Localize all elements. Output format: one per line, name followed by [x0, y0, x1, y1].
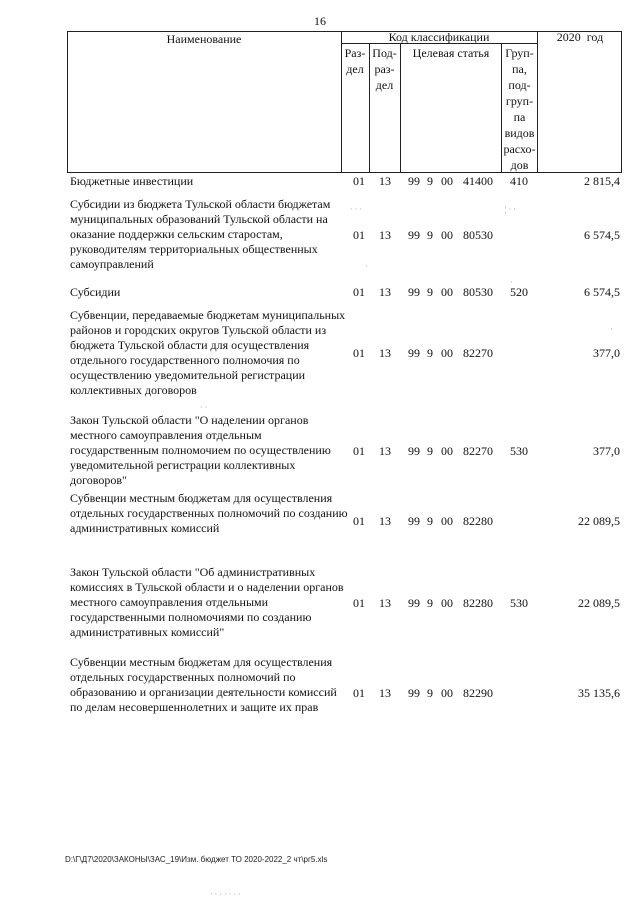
row-target-3: 00 — [441, 596, 453, 610]
table-row — [67, 413, 622, 491]
row-target-4: 80530 — [463, 285, 493, 299]
row-group: 520 — [510, 285, 528, 299]
row-group: 530 — [510, 596, 528, 610]
row-razdel: 01 — [353, 686, 365, 700]
row-target-1: 99 — [408, 514, 420, 528]
scan-speck: · — [365, 262, 368, 271]
scan-speck: · — [510, 278, 513, 287]
row-target-1: 99 — [408, 596, 420, 610]
row-target-4: 82280 — [463, 514, 493, 528]
row-razdel: 01 — [353, 346, 365, 360]
scan-speck: ¦ · · — [505, 205, 516, 214]
row-target-2: 9 — [427, 174, 433, 188]
table-row — [67, 174, 622, 190]
row-razdel: 01 — [353, 444, 365, 458]
row-name: Субвенции местным бюджетам для осуществления отдельных государственных полномочий по созданию административных комиссий — [70, 491, 348, 535]
scan-speck: · · · — [350, 205, 362, 214]
page-number: 16 — [314, 14, 326, 28]
scan-speck: · · · · · · · — [210, 890, 241, 899]
scan-speck: · — [610, 325, 613, 334]
header-target: Целевая статья — [412, 46, 490, 60]
row-target-4: 82290 — [463, 686, 493, 700]
row-amount: 377,0 — [593, 346, 620, 360]
row-amount: 22 089,5 — [578, 596, 620, 610]
row-target-2: 9 — [427, 285, 433, 299]
row-name: Закон Тульской области "Об административных комиссиях в Тульской области и о наделении органов местного самоуправления отдельными государственными полномочиями по созданию административных комиссий" — [70, 565, 344, 639]
row-name: Субсидии из бюджета Тульской области бюджетам муниципальных образований Тульской области на оказание поддержки сельским старостам, руководителям территориальных общественных самоуправлений — [70, 197, 331, 271]
row-group: 410 — [510, 174, 528, 188]
row-target-3: 00 — [441, 174, 453, 188]
row-podrazdel: 13 — [379, 285, 391, 299]
row-target-1: 99 — [408, 174, 420, 188]
row-razdel: 01 — [353, 228, 365, 242]
row-target-4: 80530 — [463, 228, 493, 242]
row-amount: 35 135,6 — [578, 686, 620, 700]
row-target-3: 00 — [441, 285, 453, 299]
header-year: 2020 год — [556, 30, 604, 44]
row-target-3: 00 — [441, 514, 453, 528]
header-podrazdel: Под- раз- дел — [372, 46, 397, 92]
row-amount: 377,0 — [593, 444, 620, 458]
header-razdel: Раз- дел — [344, 46, 366, 76]
row-target-3: 00 — [441, 228, 453, 242]
scan-speck: · · — [200, 403, 208, 412]
row-amount: 2 815,4 — [584, 174, 620, 188]
row-target-1: 99 — [408, 686, 420, 700]
table-row — [67, 491, 622, 553]
row-group: 530 — [510, 444, 528, 458]
header-code: Код классификации — [388, 30, 490, 44]
row-target-4: 82270 — [463, 346, 493, 360]
row-amount: 6 574,5 — [584, 285, 620, 299]
row-target-3: 00 — [441, 444, 453, 458]
row-target-1: 99 — [408, 228, 420, 242]
table-row — [67, 285, 622, 301]
row-target-4: 82280 — [463, 596, 493, 610]
row-podrazdel: 13 — [379, 444, 391, 458]
row-name: Бюджетные инвестиции — [70, 174, 194, 188]
row-name: Закон Тульской области "О наделении органов местного самоуправления отдельным государственным полномочием по осуществлению уведомительной регистрации коллективных договоров" — [70, 413, 331, 487]
row-razdel: 01 — [353, 174, 365, 188]
row-target-1: 99 — [408, 444, 420, 458]
row-target-2: 9 — [427, 596, 433, 610]
row-podrazdel: 13 — [379, 514, 391, 528]
row-amount: 22 089,5 — [578, 514, 620, 528]
table-row — [67, 197, 622, 275]
table-header — [67, 31, 622, 173]
row-target-2: 9 — [427, 346, 433, 360]
row-razdel: 01 — [353, 514, 365, 528]
row-target-2: 9 — [427, 514, 433, 528]
row-target-1: 99 — [408, 285, 420, 299]
row-podrazdel: 13 — [379, 596, 391, 610]
file-path-footer: D:\Г\Д7\2020\ЗАКОНЫ\ЗАС_19\Изм. бюджет ТО 2020-2022_2 чт\рг5.xls — [65, 855, 328, 864]
row-target-2: 9 — [427, 686, 433, 700]
row-target-2: 9 — [427, 444, 433, 458]
row-razdel: 01 — [353, 285, 365, 299]
row-target-3: 00 — [441, 686, 453, 700]
row-podrazdel: 13 — [379, 228, 391, 242]
row-podrazdel: 13 — [379, 346, 391, 360]
row-name: Субсидии — [70, 285, 121, 299]
row-target-4: 82270 — [463, 444, 493, 458]
table-row — [67, 655, 622, 733]
row-razdel: 01 — [353, 596, 365, 610]
row-podrazdel: 13 — [379, 686, 391, 700]
row-target-3: 00 — [441, 346, 453, 360]
row-podrazdel: 13 — [379, 174, 391, 188]
header-name: Наименование — [166, 32, 242, 46]
row-target-4: 41400 — [463, 174, 493, 188]
row-target-2: 9 — [427, 228, 433, 242]
row-target-1: 99 — [408, 346, 420, 360]
row-name: Субвенции, передаваемые бюджетам муниципальных районов и городских округов Тульской области из бюджета Тульской области для осуществления отдельного государственного полномочия по осуществлению уведомительной регистрации коллективных договоров — [70, 308, 346, 397]
row-amount: 6 574,5 — [584, 228, 620, 242]
header-group: Груп- па, под- груп- па видов расхо- дов — [503, 46, 536, 172]
table-row — [67, 308, 622, 400]
row-name: Субвенции местным бюджетам для осуществления отдельных государственных полномочий по образованию и организации деятельности комиссий по делам несовершеннолетних и защите их прав — [70, 655, 337, 714]
table-row — [67, 565, 622, 643]
